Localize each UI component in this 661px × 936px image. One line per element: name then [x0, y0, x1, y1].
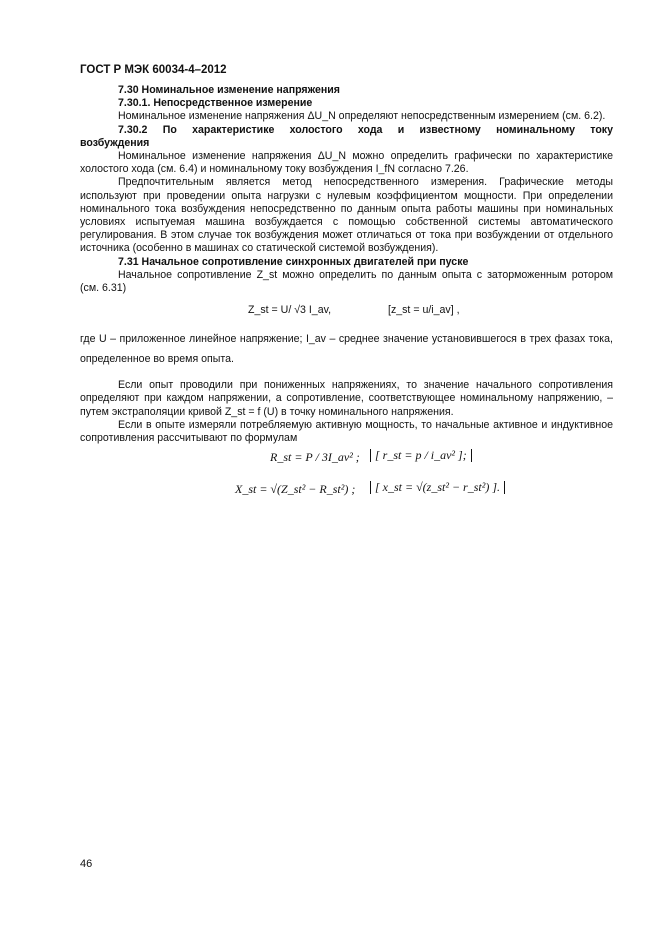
section-7-31-text-2: Если опыт проводили при пониженных напряжениях, то значение начального сопротивления определяют при каждом напряжении, а сопротивление, соответствующее номинальному напряжению, – путем экстраполяции кривой Z_st = f (U) в точку номинального напряжения. — [80, 379, 613, 418]
section-7-30-title: 7.30 Номинальное изменение напряжения — [118, 84, 340, 96]
formula-zst-block — [80, 295, 613, 329]
document-header: ГОСТ Р МЭК 60034-4–2012 — [80, 64, 227, 76]
section-7-30-2-text-1: Номинальное изменение напряжения ΔU_N можно определить графически по характеристике холостого хода (см. 6.4) и номинальному току возбуждения I_fN согласно 7.26. — [80, 150, 613, 176]
formula-zst: Z_st = U/ √3 I_av, — [248, 304, 332, 317]
page-number: 46 — [80, 858, 93, 870]
formula-rst-lower: [ r_st = p / i_av² ]; — [370, 449, 472, 462]
formulas-block — [80, 445, 613, 509]
section-7-30-2-text-2: Предпочтительным является метод непосредственного измерения. Графические методы используют при проведении опыта нагрузки с нулевым коэффициентом мощности. При определении номинального тока возбуждения непосредственно по данным опыта работы машины при номинальных условиях испытуемая машина возбуждается с помощью собственной системы автоматического регулирования. В этом случае ток возбуждения может отличаться от тока при возбуждении от отдельного источника (особенно в машинах со статической системой возбуждения). — [80, 176, 613, 255]
section-7-30-1-title: 7.30.1. Непосредственное измерение — [118, 97, 313, 110]
section-7-31-title: 7.31 Начальное сопротивление синхронных двигателей при пуске — [118, 255, 469, 268]
section-7-30-2-title: 7.30.2 По характеристике холостого хода и известному номинальному току — [118, 123, 613, 136]
where-text: где U – приложенное линейное напряжение; I_av – среднее значение установившегося в трех фазах тока, определенное во время опыта. — [80, 333, 613, 366]
section-7-31-text-3: Если в опыте измеряли потребляемую активную мощность, то начальные активное и индуктивное сопротивления рассчитывают по формулам — [80, 418, 613, 445]
section-7-30-1-text: Номинальное изменение напряжения ΔU_N определяют непосредственным измерением (см. 6.2). — [118, 110, 606, 123]
document-body — [80, 84, 613, 509]
formula-xst: X_st = √(Z_st² − R_st²) ; — [235, 482, 356, 497]
section-7-31-text-1: Начальное сопротивление Z_st можно определить по данным опыта с заторможенным ротором (см. 6.31) — [80, 268, 613, 295]
formula-xst-lower: [ x_st = √(z_st² − r_st²) ]. — [370, 481, 505, 494]
section-7-30-2-title-cont: возбуждения — [80, 136, 150, 149]
formula-zst-lower: [z_st = u/i_av] , — [388, 304, 460, 317]
formula-rst: R_st = P / 3I_av² ; — [270, 450, 360, 465]
